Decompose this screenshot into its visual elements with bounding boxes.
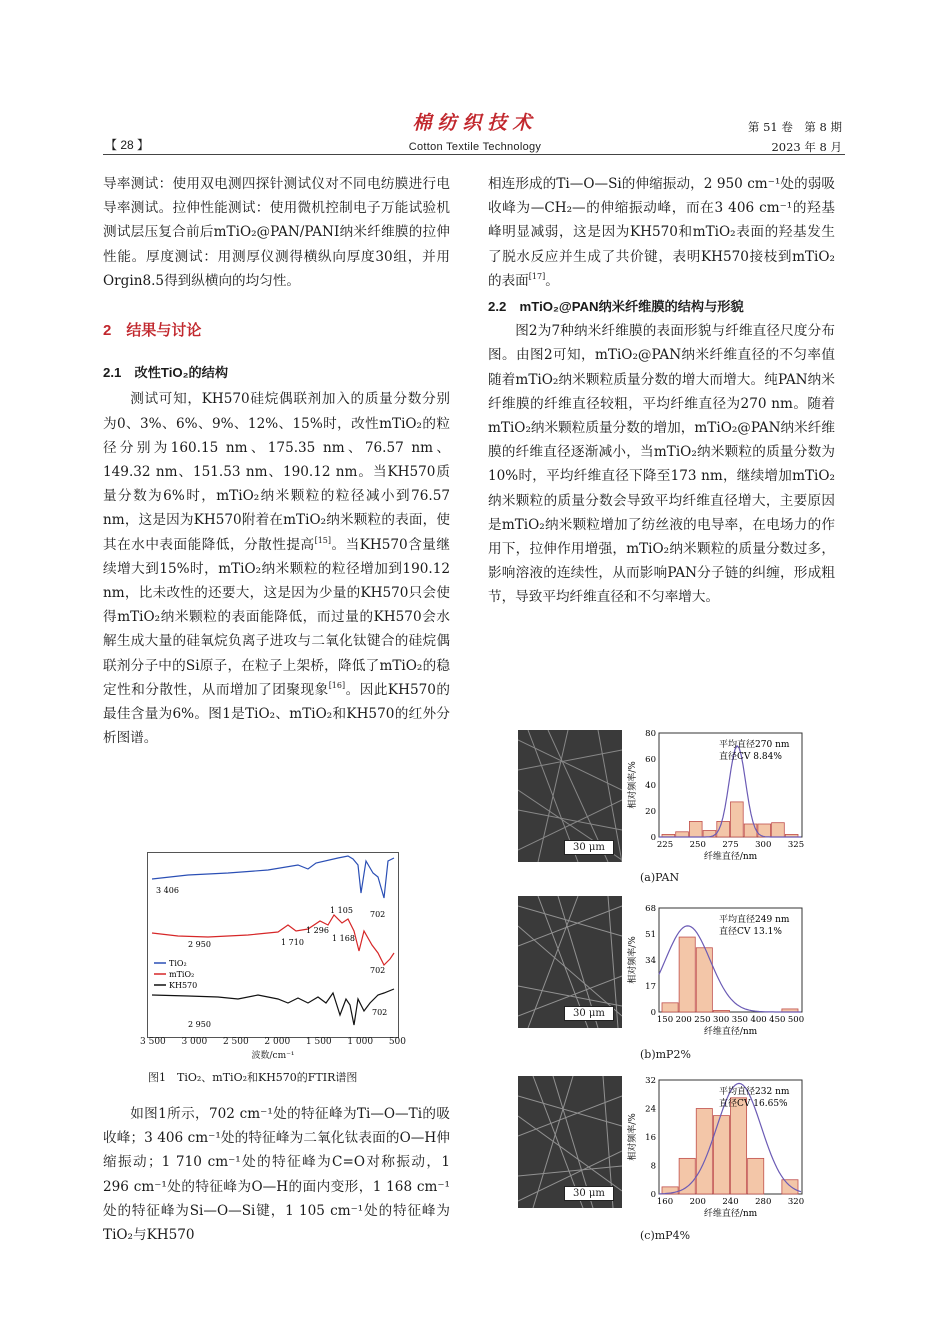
x-axis-label: 波数/cm⁻¹ [251,1051,295,1061]
right-column [488,172,835,610]
x-tick: 3 000 [181,1037,208,1047]
peak-label: 1 296 [306,926,329,935]
y-tick: 60 [645,755,656,765]
x-tick: 280 [755,1197,772,1207]
citation[interactable]: [15] [314,535,331,545]
x-axis-label: 纤维直径/nm [703,1209,758,1219]
x-tick: 2 500 [222,1037,249,1047]
y-tick: 80 [645,729,656,739]
sem-image-mp2 [518,896,622,1028]
x-tick: 150 [656,1015,674,1025]
x-tick: 300 [713,1015,730,1025]
x-tick: 1 000 [347,1037,374,1047]
x-tick: 250 [694,1015,711,1025]
histogram-bar [772,823,785,837]
subfigure-caption: (b)mP2% [640,1048,691,1061]
y-tick: 0 [650,833,656,843]
left-column [103,172,450,750]
volume: 第 51 卷 第 8 期 [747,120,842,134]
x-tick: 160 [656,1197,674,1207]
figure-caption: 图1 TiO₂、mTiO₂和KH570的FTIR谱图 [148,1071,358,1084]
x-tick: 275 [722,840,739,850]
x-axis-label: 纤维直径/nm [703,852,758,862]
peak-label: 1 105 [330,906,353,915]
subfigure-caption: (a)PAN [640,871,680,884]
histogram-bar [744,824,757,837]
y-axis-label: 相对频率/% [628,1113,638,1161]
x-tick: 300 [755,840,772,850]
paragraph: 导率测试：使用双电测四探针测试仪对不同电纺膜进行电导率测试。拉伸性能测试：使用微机控制电子万能试验机测试层压复合前后mTiO₂@PAN/PANI纳米纤维膜的拉伸性能。厚度测试：用测厚仪测得横纵向厚度30组，并用Orgin8.5得到纵横向的均匀性。 [103,176,450,289]
ftir-x-axis [140,1037,406,1061]
sem-image-pan [518,730,622,862]
page-number: 【 28 】 [105,138,150,152]
histogram-bar [748,1158,764,1194]
peak-label: 702 [372,1008,388,1017]
x-tick: 325 [787,840,805,850]
histogram-bar [731,1098,747,1194]
peak-label: 702 [370,910,386,919]
peak-label: 3 406 [156,886,179,895]
histogram-bar [679,1158,695,1194]
y-axis-label: 相对频率/% [628,936,638,984]
peak-label: 1 168 [332,934,355,943]
y-tick: 8 [650,1161,656,1172]
y-tick: 16 [645,1133,656,1143]
y-tick: 20 [645,807,656,817]
y-tick: 0 [650,1008,656,1018]
paragraph: 相连形成的Ti—O—Si的伸缩振动，2 950 cm⁻¹处的弱吸收峰为—CH₂—的伸缩振动峰，而在3 406 cm⁻¹的羟基峰明显减弱，这是因为KH570和mTiO₂表面的羟基发生了脱水反应并生成了共价键，表明KH570接枝到mTiO₂的表面[17]。 [488,176,835,289]
x-tick: 500 [787,1015,805,1025]
issue-date: 2023 年 8 月 [771,140,842,154]
x-tick: 400 [750,1015,767,1025]
subfigure-caption: (c)mP4% [640,1229,691,1242]
histogram-bar [689,821,702,837]
histogram-bar [713,1010,729,1012]
x-tick: 240 [722,1197,739,1207]
header-rule [103,154,845,155]
paragraph: 图2为7种纳米纤维膜的表面形貌与纤维直径尺度分布图。由图2可知，mTiO₂@PAN纳米纤维直径的不匀率值随着mTiO₂纳米颗粒质量分数的增大而增大。纯PAN纳米纤维膜的纤维直径较粗，平均纤维直径为270 nm。随着mTiO₂纳米颗粒质量分数的增加，mTiO₂@PAN纳米纤维膜的纤维直径逐渐减小，当mTiO₂纳米颗粒的质量分数为10%时，平均纤维直径下降至173 nm，继续增加mTiO₂纳米颗粒的质量分数会导致平均纤维直径增大，主要原因是mTiO₂纳米颗粒增加了纺丝液的电导率，在电场力的作用下，拉伸作用增强，mTiO₂纳米颗粒的质量分数过多，影响溶液的连续性，从而影响PAN分子链的纠缠，形成粗节，导致平均纤维直径和不匀率增大。 [488,323,835,606]
x-tick: 500 [388,1037,406,1047]
peak-label: 702 [370,966,386,975]
peak-label: 1 710 [281,938,304,947]
scale-bar: 30 μm [564,1186,614,1201]
histogram-mp2 [625,900,810,1040]
x-tick: 200 [689,1197,706,1207]
y-axis-label: 相对频率/% [628,761,638,809]
y-tick: 32 [645,1076,656,1086]
histogram-bar [782,1180,798,1194]
mean-diameter: 平均直径232 nm [719,1087,790,1097]
y-tick: 68 [645,904,656,914]
histogram-bar [679,937,695,1012]
histogram-bar [676,832,689,837]
tio2-spectrum [152,856,394,898]
cv-value: 直径CV 13.1% [719,927,782,937]
x-tick: 200 [675,1015,692,1025]
journal-title-cn: 棉纺织技术 [412,112,538,134]
legend-tio2: TiO₂ [169,959,187,968]
cv-value: 直径CV 16.65% [719,1099,788,1109]
y-tick: 0 [650,1190,656,1200]
x-tick: 250 [689,840,706,850]
x-tick: 2 000 [264,1037,291,1047]
x-tick: 225 [656,840,674,850]
legend-mtio2: mTiO₂ [169,970,195,979]
histogram-bar [713,1116,729,1194]
sem-image-mp4 [518,1076,622,1208]
cv-value: 直径CV 8.84% [719,752,782,762]
scale-bar: 30 μm [564,840,614,855]
issue-info [748,117,842,157]
y-tick: 34 [645,956,656,966]
subsection-heading: 2.2 mTiO₂@PAN纳米纤维膜的结构与形貌 [488,299,744,315]
y-tick: 40 [645,781,656,791]
x-axis-label: 纤维直径/nm [703,1027,758,1037]
legend-kh570: KH570 [169,981,198,990]
y-tick: 51 [645,930,656,940]
subsection-heading: 2.1 改性TiO₂的结构 [103,365,229,381]
paragraph: 测试可知，KH570硅烷偶联剂加入的质量分数分别为0、3%、6%、9%、12%、15%时，改性mTiO₂的粒径分别为160.15 nm、175.35 nm、76.57 nm、149.32 nm、151.53 nm、190.12 nm。当KH570质量分数为6%时，mTiO₂纳米颗粒的粒径减小到76.57 nm，这是因为KH570附着在mTiO₂纳米颗粒的表面，使其在水中表面能降低，分散性提高[15]。当KH570含量继续增大到15%时，mTiO₂纳米颗粒的粒径增加到190.12 nm，比未改性的还要大，这是因为少量的KH570只会使得mTiO₂纳米颗粒的表面能降低，而过量的KH570会水解生成大量的硅氧烷负离子进攻与二氧化钛键合的硅烷偶联剂分子中的Si原子，在粒子上架桥，降低了mTiO₂的稳定性和分散性，从而增加了团聚现象[16]。因此KH570的最佳含量为6%。图1是TiO₂、mTiO₂和KH570的红外分析图谱。 [103,391,450,747]
peak-label: 2 950 [188,1020,211,1029]
y-tick: 24 [645,1104,656,1115]
x-tick: 3 500 [140,1037,166,1047]
x-tick: 450 [769,1015,786,1025]
histogram-bar [662,1003,678,1012]
section-heading: 2 结果与讨论 [103,322,202,340]
histogram-bar [731,802,744,837]
x-tick: 350 [731,1015,748,1025]
left-column-bottom [103,1102,450,1247]
journal-brand [330,108,620,153]
citation[interactable]: [16] [328,680,346,690]
peak-label: 2 950 [188,940,211,949]
mean-diameter: 平均直径249 nm [719,915,790,925]
histogram-pan [625,725,810,865]
paragraph: 如图1所示，702 cm⁻¹处的特征峰为Ti—O—Ti的吸收峰；3 406 cm⁻¹处的特征峰为二氧化钛表面的O—H伸缩振动；1 710 cm⁻¹处的特征峰为C=O对称振动，1 296 cm⁻¹处的特征峰为O—H的面内变形，1 168 cm⁻¹处的特征峰为Si—O—Si键，1 105 cm⁻¹处的特征峰为TiO₂与KH570 [103,1106,450,1244]
ftir-chart [147,852,399,1038]
histogram-bar [696,948,712,1012]
y-tick: 17 [645,982,656,992]
histogram-bar [696,1109,712,1195]
journal-title-en: Cotton Textile Technology [408,141,542,153]
scale-bar: 30 μm [564,1006,614,1021]
x-tick: 1 500 [305,1037,332,1047]
histogram-mp4 [625,1072,810,1222]
mean-diameter: 平均直径270 nm [719,740,790,750]
x-tick: 320 [787,1197,805,1207]
citation[interactable]: [17] [528,271,546,281]
